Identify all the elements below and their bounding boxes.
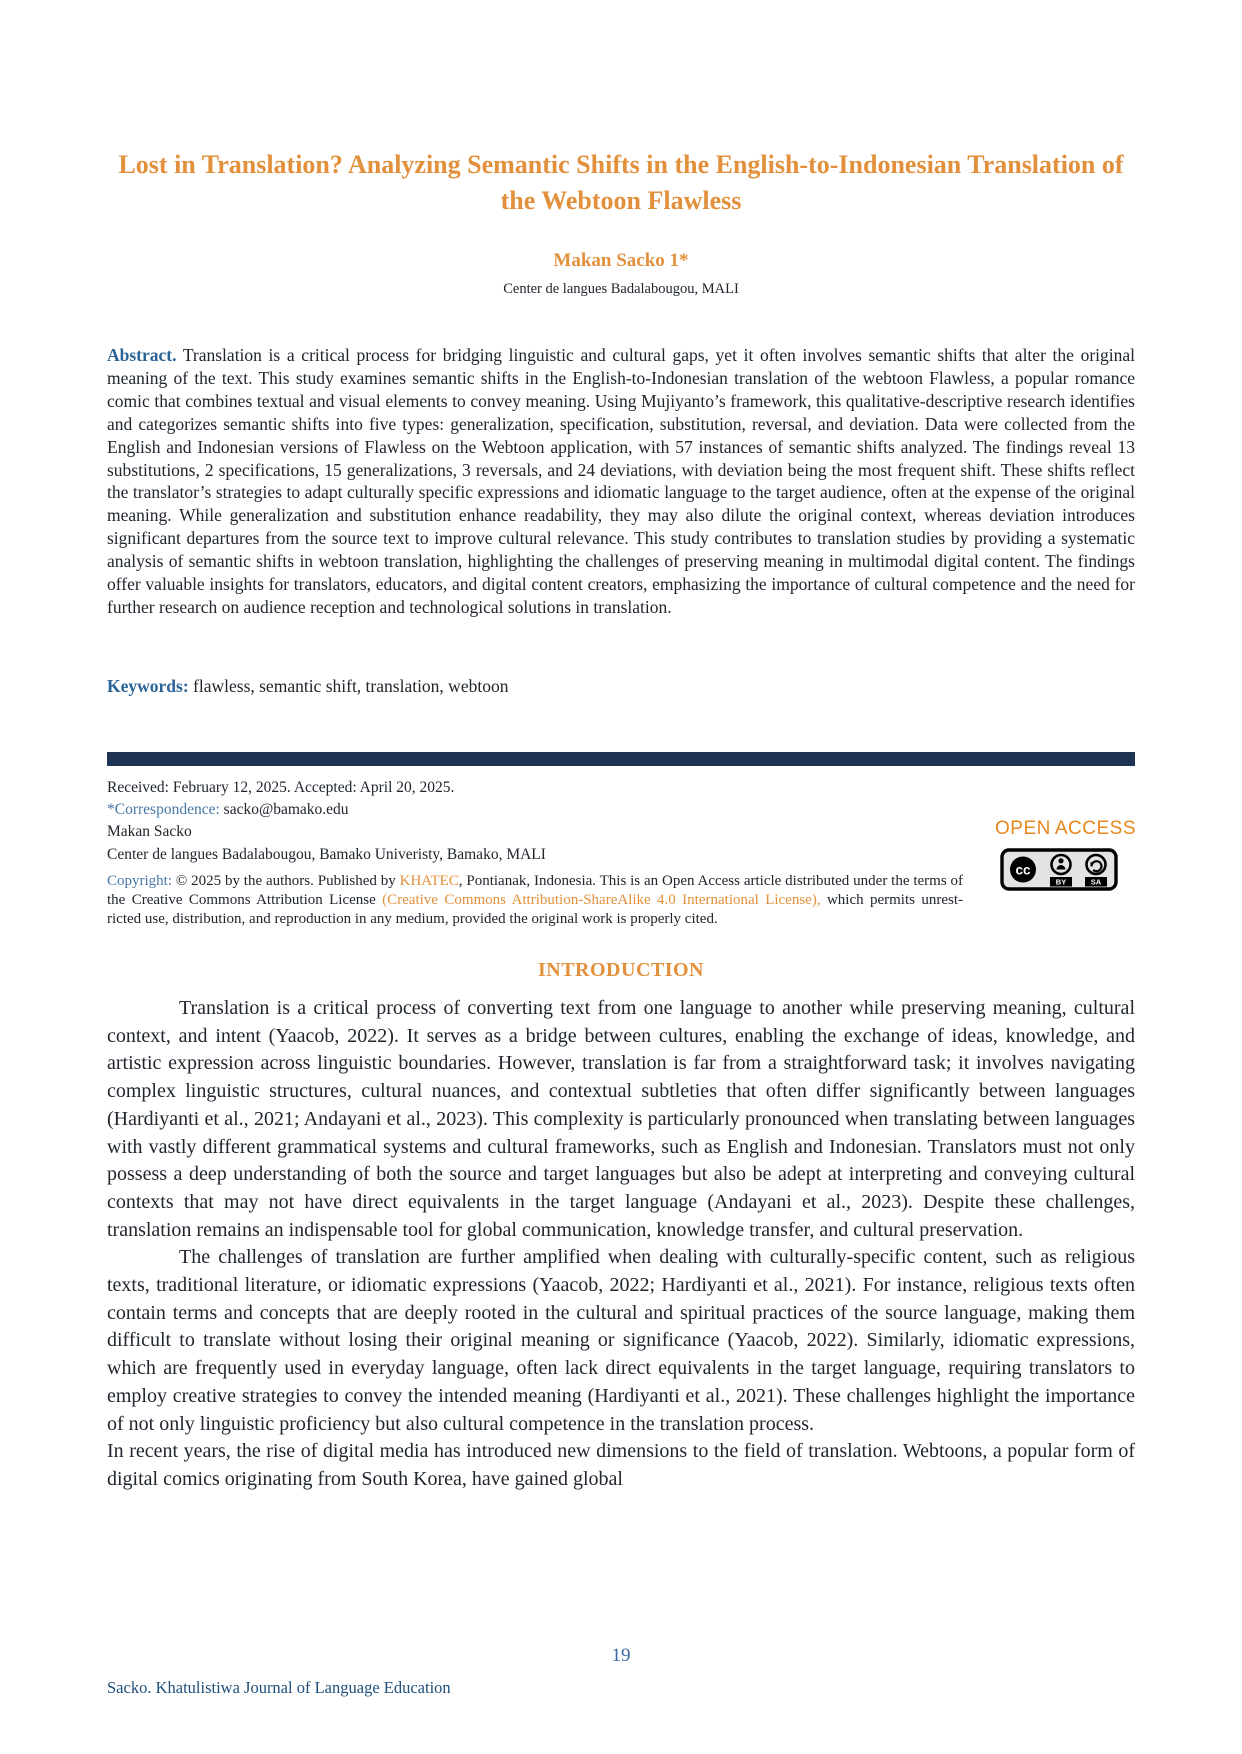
- open-access-word-open: OPEN: [995, 818, 1051, 839]
- introduction-paragraph-3: In recent years, the rise of digital media has introduced new dimensions to the field of translation. Webtoons, a popular form of digital comics originating from South Korea, have gained global: [107, 1440, 1135, 1490]
- introduction-heading: INTRODUCTION: [537, 959, 705, 981]
- abstract-paragraph: [107, 344, 1135, 619]
- cc-by-sa-badge: [1000, 848, 1118, 891]
- running-footer: Sacko. Khatulistiwa Journal of Language Education: [107, 1678, 451, 1697]
- correspondence-label: *Correspondence:: [107, 801, 220, 819]
- open-access-logo: [995, 812, 1136, 846]
- article-meta-block: [107, 777, 967, 866]
- copyright-notice: [107, 872, 963, 930]
- copyright-label: Copyright:: [107, 873, 173, 889]
- open-access-word-access: ACCESS: [1054, 818, 1136, 839]
- copyright-permits-text: which permits unrest-ricted use, distribution, and reproduction in any medium, provided the original work is properly cited.: [107, 892, 963, 928]
- copyright-location-text: , Pontianak, Indonesia.: [458, 873, 597, 889]
- svg-text:BY: BY: [1055, 877, 1067, 887]
- copyright-published-text: © 2025 by the authors. Published by: [172, 873, 400, 889]
- meta-author-affiliation: Center de langues Badalabougou, Bamako Univeristy, Bamako, MALI: [107, 845, 546, 863]
- section-divider-bar: [107, 752, 1135, 766]
- svg-text:SA: SA: [1090, 877, 1102, 887]
- introduction-paragraph-2: The challenges of translation are further amplified when dealing with culturally-specific content, such as religious texts, traditional literature, or idiomatic expressions (Yaacob, 2022; Hardiyanti et al., 2021). For instance, religious texts often contain terms and concepts that are deeply rooted in the cultural and spiritual practices of the source language, making them difficult to translate without losing their original meaning or significance (Yaacob, 2022). Similarly, idiomatic expressions, which are frequently used in everyday language, often lack direct equivalents in the target language, requiring translators to employ creative strategies to convey the intended meaning (Hardiyanti et al., 2021). These challenges highlight the importance of not only linguistic proficiency but also cultural competence in the translation process.: [107, 1246, 1135, 1435]
- author-affiliation: Center de langues Badalabougou, MALI: [503, 281, 739, 297]
- svg-text:cc: cc: [1015, 862, 1031, 878]
- correspondence-line: [107, 799, 967, 821]
- cc-license-link[interactable]: (Creative Commons Attribution-ShareAlike 4.0 International License),: [382, 892, 821, 909]
- introduction-body: [107, 995, 1135, 1494]
- paper-title: Lost in Translation? Analyzing Semantic Shifts in the English-to-Indonesian Translation of the Webtoon Flawless: [118, 150, 1124, 216]
- correspondence-email-link[interactable]: sacko@bamako.edu: [219, 801, 349, 819]
- abstract-label: Abstract.: [107, 345, 177, 365]
- copyright-openaccess-text: This is an Open Access article distributed under the terms of the Creative Commons Attribution License: [107, 873, 964, 909]
- keywords-label: Keywords:: [107, 676, 189, 696]
- page-number: 19: [611, 1645, 631, 1666]
- publisher-link[interactable]: KHATEC: [399, 873, 459, 889]
- meta-author-name: Makan Sacko: [107, 823, 192, 841]
- cc-by-sa-icon: [1000, 848, 1118, 891]
- keywords-line: [107, 676, 1135, 697]
- author-name: Makan Sacko 1*: [553, 250, 689, 271]
- keywords-text: flawless, semantic shift, translation, webtoon: [188, 676, 509, 696]
- received-accepted-line: Received: February 12, 2025. Accepted: April 20, 2025.: [107, 779, 455, 796]
- introduction-paragraph-1: Translation is a critical process of converting text from one language to another while preserving meaning, cultural context, and intent (Yaacob, 2022). It serves as a bridge between cultures, enabling the exchange of ideas, knowledge, and artistic expression across linguistic boundaries. However, translation is far from a straightforward task; it involves navigating complex linguistic structures, cultural nuances, and contextual subtleties that often differ significantly between languages (Hardiyanti et al., 2021; Andayani et al., 2023). This complexity is particularly pronounced when translating between languages with vastly different grammatical systems and cultural frameworks, such as English and Indonesian. Translators must not only possess a deep understanding of both the source and target languages but also be adept at interpreting and conveying cultural contexts that may not have direct equivalents in the target language (Andayani et al., 2023). Despite these challenges, translation remains an indispensable tool for global communication, knowledge transfer, and cultural preservation.: [107, 997, 1135, 1241]
- abstract-text: Translation is a critical process for bridging linguistic and cultural gaps, yet it often involves semantic shifts that alter the original meaning of the text. This study examines semantic shifts in the English-to-Indonesian translation of the webtoon Flawless, a popular romance comic that combines textual and visual elements to convey meaning. Using Mujiyanto’s framework, this qualitative-descriptive research identifies and categorizes semantic shifts into five types: generalization, specification, substitution, reversal, and deviation. Data were collected from the English and Indonesian versions of Flawless on the Webtoon application, with 57 instances of semantic shifts analyzed. The findings reveal 13 substitutions, 2 specifications, 15 generalizations, 3 reversals, and 24 deviations, with deviation being the most frequent shift. These shifts reflect the translator’s strategies to adapt culturally specific expressions and idiomatic language to the target audience, often at the expense of the original meaning. While generalization and substitution enhance readability, they may also dilute the original context, whereas deviation introduces significant departures from the source text to improve cultural relevance. This study contributes to translation studies by providing a systematic analysis of semantic shifts in webtoon translation, highlighting the challenges of preserving meaning in multimodal digital content. The findings offer valuable insights for translators, educators, and digital content creators, emphasizing the importance of cultural competence and the need for further research on audience reception and technological solutions in translation.: [107, 345, 1135, 617]
